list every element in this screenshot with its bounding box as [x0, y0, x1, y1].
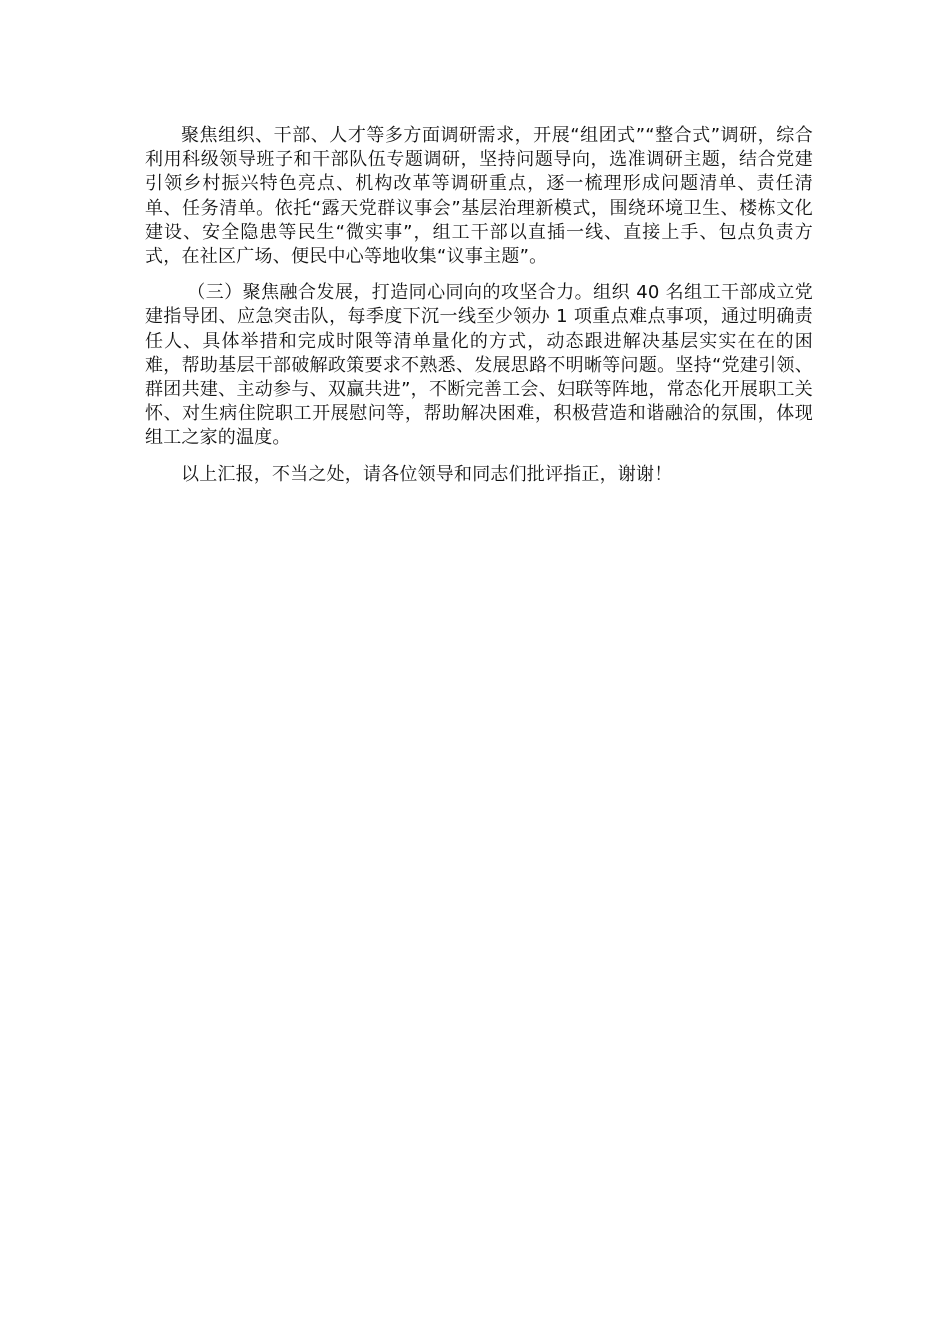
paragraph-research-needs: 聚焦组织、干部、人才等多方面调研需求，开展“组团式”“整合式”调研，综合利用科级领导班子和干部队伍专题调研，坚持问题导向，选准调研主题，结合党建引领乡村振兴特色亮点、机构改革等调研重点，逐一梳理形成问题清单、责任清单、任务清单。依托“露天党群议事会”基层治理新模式，围绕环境卫生、楼栋文化建设、安全隐患等民生“微实事”，组工干部以直插一线、直接上手、包点负责方式，在社区广场、便民中心等地收集“议事主题”。 [145, 125, 813, 268]
document-body [145, 124, 813, 499]
paragraph-closing-remarks: 以上汇报，不当之处，请各位领导和同志们批评指正，谢谢！ [181, 463, 673, 485]
paragraph-integrated-development: （三）聚焦融合发展，打造同心同向的攻坚合力。组织 40 名组工干部成立党建指导团、应急突击队，每季度下沉一线至少领办 1 项重点难点事项，通过明确责任人、具体举措和完成时限等清单量化的方式，动态跟进解决基层实实在在的困难，帮助基层干部破解政策要求不熟悉、发展思路不明晰等问题。坚持“党建引领、群团共建、主动参与、双赢共进”，不断完善工会、妇联等阵地，常态化开展职工关怀、对生病住院职工开展慰问等，帮助解决困难，积极营造和谐融洽的氛围，体现组工之家的温度。 [145, 282, 813, 449]
